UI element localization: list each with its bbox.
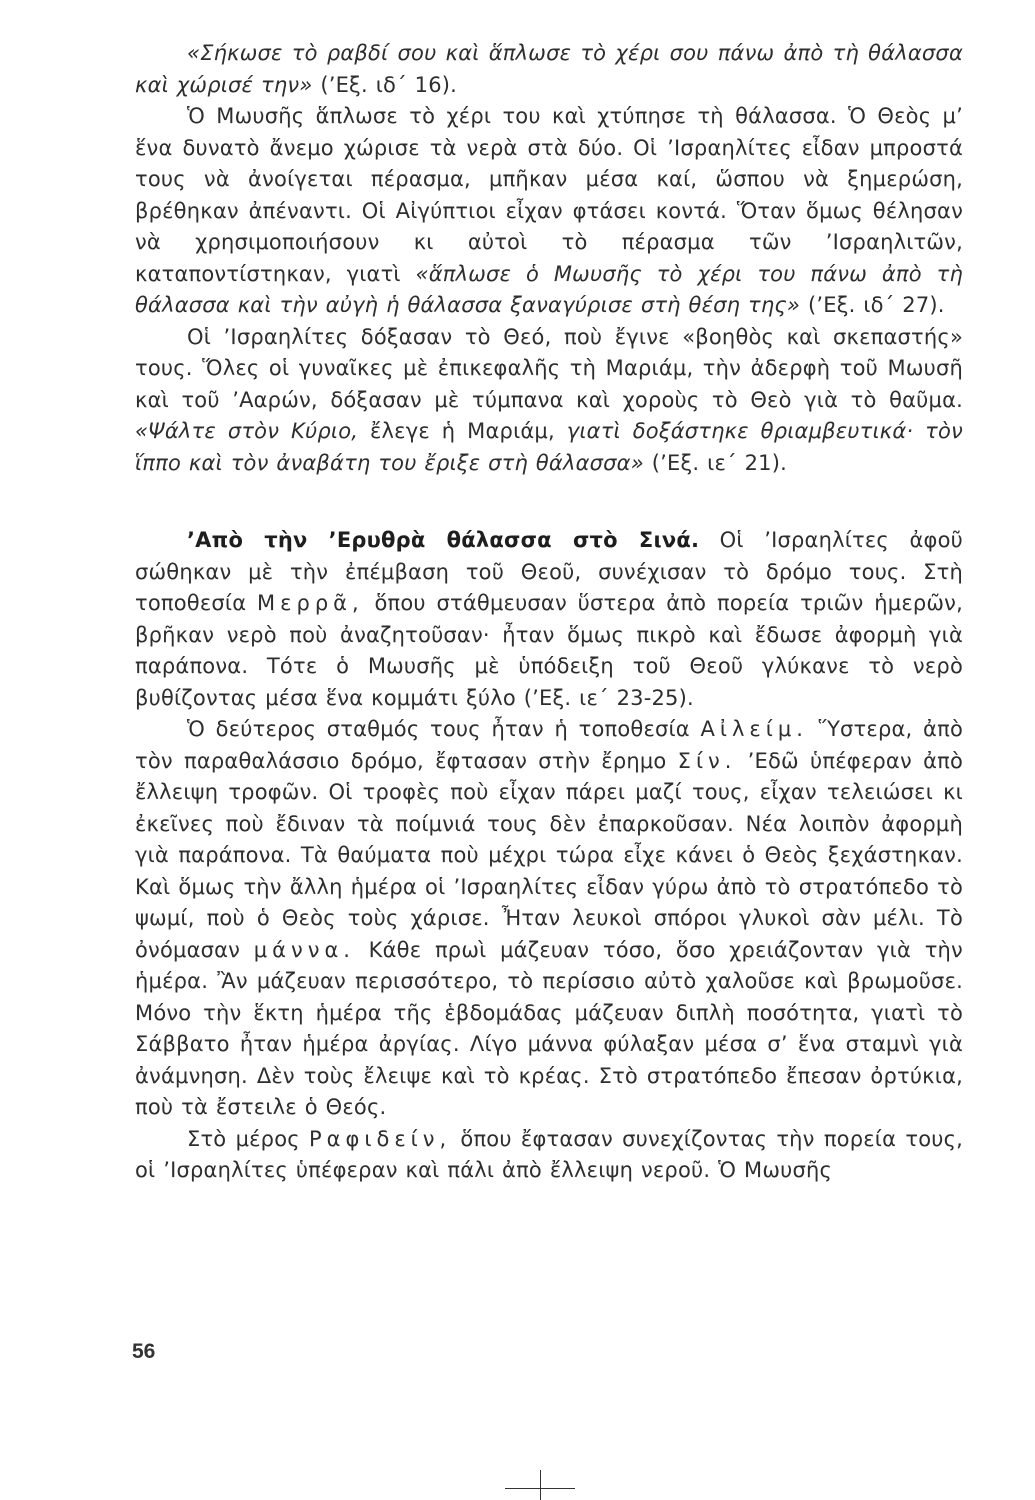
crop-mark-vertical [540,1470,541,1500]
body-text: Οἱ ’Ισραηλίτες ἀφοῦ σώθηκαν μὲ τὴν ἐπέμβαση τοῦ Θεοῦ, συνέχισαν τὸ δρόμο τους. Στὴ τοποθεσία [135,528,963,615]
body-text: ἔλεγε ἡ Μαριάμ, [358,419,567,443]
paragraph-manna-and-quails [135,714,963,1124]
body-text: ὅπου ἔφτασαν συνεχίζοντας τὴν πορεία τους, οἱ ’Ισραηλίτες ὑπέφεραν καὶ πάλι ἀπὸ ἔλλειψη νεροῦ. Ὁ Μωυσῆς [135,1126,963,1182]
paragraph-section-red-sea-to-sinai [135,525,963,714]
place-name: Σίν. [677,748,737,773]
page-body [135,38,963,1187]
body-text: (’Εξ. ιδ΄ 27). [800,293,945,317]
paragraph-red-sea-command [135,38,963,101]
body-text: (’Εξ. ιε΄ 21). [643,450,787,475]
place-name: Μερρᾶ, [257,591,364,615]
page-number: 56 [132,1340,156,1363]
quoted-scripture-text: «Ψάλτε στὸν Κύριο, [135,419,359,443]
quoted-scripture-text: γιατὶ δοξάστηκε θριαμβευτικά· τὸν ἵππο καὶ τὸν ἀναβάτη του ἔριξε στὴ θάλασσα» [135,419,963,475]
body-text: Ὁ δεύτερος σταθμός τους ἦταν ἡ τοποθεσία [187,717,701,741]
body-text: Στὸ μέρος [187,1126,310,1151]
body-text: Ὕστερα, ἀπὸ τὸν παραθαλάσσιο δρόμο, ἔφτασαν στὴν ἔρημο [135,717,963,773]
place-name: μάννα. [253,937,355,962]
place-name: Αἰλείμ. [700,717,808,741]
body-text: Ὁ Μωυσῆς ἅπλωσε τὸ χέρι του καὶ χτύπησε τὴ θάλασσα. Ὁ Θεὸς μ’ ἕνα δυνατὸ ἄνεμο χώρισε τὰ νερὰ στὰ δύο. Οἱ ’Ισραηλίτες εἶδαν μπροστά τους νὰ ἀνοίγεται πέρασμα, μπῆκαν μέσα καί, ὥσπου νὰ ξημερώση, βρέθηκαν ἀπέναντι. Οἱ Αἰγύπτιοι εἶχαν φτάσει κοντά. Ὅταν ὅμως θέλησαν νὰ χρησιμοποιήσουν κι αὐτοὶ τὸ πέρασμα τῶν ’Ισραηλιτῶν, καταποντίστηκαν, γιατὶ [135,104,963,286]
body-text: (’Εξ. ιδ΄ 16). [312,72,458,97]
quoted-scripture-text: «Σήκωσε τὸ ραβδί σου καὶ ἅπλωσε τὸ χέρι σου πάνω ἀπὸ τὴ θάλασσα καὶ χώρισέ την» [135,41,963,97]
paragraph-sea-crossing [135,101,963,322]
body-text: ὅπου στάθμευσαν ὕστερα ἀπὸ πορεία τριῶν ἡμερῶν, βρῆκαν νερὸ ποὺ ἀναζητοῦσαν· ἦταν ὅμως πικρὸ καὶ ἔδωσε ἀφορμὴ γιὰ παράπονα. Τότε ὁ Μωυσῆς μὲ ὑπόδειξη τοῦ Θεοῦ γλύκανε τὸ νερὸ βυθίζοντας μέσα ἕνα κομμάτι ξύλο (’Εξ. ιε΄ 23-25). [135,591,963,710]
quoted-scripture-text: «ἅπλωσε ὁ Μωυσῆς τὸ χέρι του πάνω ἀπὸ τὴ θάλασσα καὶ τὴν αὐγὴ ἡ θάλασσα ξαναγύρισε στὴ θέση της» [135,261,964,317]
section-heading: ’Απὸ τὴν ’Ερυθρὰ θάλασσα στὸ Σινά. [187,528,700,552]
body-text: Οἱ ’Ισραηλίτες δόξασαν τὸ Θεό, ποὺ ἔγινε «βοηθὸς καὶ σκεπαστής» τους. Ὅλες οἱ γυναῖκες μὲ ἐπικεφαλῆς τὴ Μαριάμ, τὴν ἀδερφὴ τοῦ Μωυσῆ καὶ τοῦ ’Ααρών, δόξασαν μὲ τύμπανα καὶ χοροὺς τὸ Θεὸ γιὰ τὸ θαῦμα. [135,324,963,412]
body-text: ’Εδῶ ὑπέφεραν ἀπὸ ἔλλειψη τροφῶν. Οἱ τροφὲς ποὺ εἶχαν πάρει μαζί τους, εἶχαν τελειώσει κι ἐκεῖνες ποὺ ἔδιναν τὰ ποίμνιά τους δὲν ἐπαρκοῦσαν. Νέα λοιπὸν ἀφορμὴ γιὰ παράπονα. Τὰ θαύματα ποὺ μέχρι τώρα εἶχε κάνει ὁ Θεὸς ξεχάστηκαν. Καὶ ὅμως τὴν ἄλλη ἡμέρα οἱ ’Ισραηλίτες εἶδαν γύρω ἀπὸ τὸ στρατόπεδο τὸ ψωμί, ποὺ ὁ Θεὸς τοὺς χάρισε. Ἦταν λευκοὶ σπόροι γλυκοὶ σὰν μέλι. Τὸ ὀνόμασαν [135,748,964,962]
paragraph-song-of-miriam [135,322,963,480]
paragraph-rephidim [135,1124,963,1187]
place-name: Ραφιδείν, [309,1126,452,1151]
body-text: Κάθε πρωὶ μάζευαν τόσο, ὅσο χρειάζονταν γιὰ τὴν ἡμέρα. Ἂν μάζευαν περισσότερο, τὸ περίσσιο αὐτὸ χαλοῦσε καὶ βρωμοῦσε. Μόνο τὴν ἕκτη ἡμέρα τῆς ἑβδομάδας μάζευαν διπλὴ ποσότητα, γιατὶ τὸ Σάββατο ἦταν ἡμέρα ἀργίας. Λίγο μάννα φύλαξαν μέσα σ’ ἕνα σταμνὶ γιὰ ἀνάμνηση. Δὲν τοὺς ἔλειψε καὶ τὸ κρέας. Στὸ στρατόπεδο ἔπεσαν ὀρτύκια, ποὺ τὰ ἔστειλε ὁ Θεός. [135,937,963,1119]
